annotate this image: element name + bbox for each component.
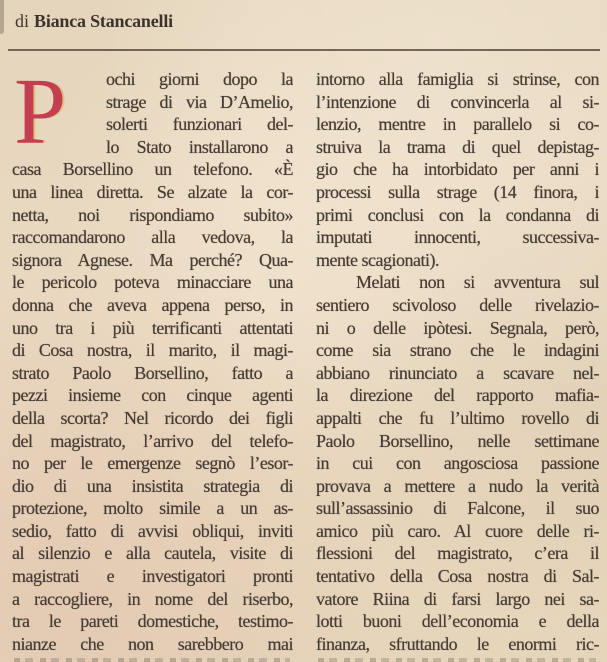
text-line: uno tra i più terrificanti attentati: [12, 317, 293, 338]
clipped-text-remnant-left: [14, 658, 290, 662]
scan-edge-artifact: [0, 0, 4, 34]
text-line: sentiero scivoloso delle rivelazio-: [316, 294, 599, 315]
text-line: sull’assassinio di Falcone, il suo: [316, 498, 599, 519]
text-line: Paolo Borsellino, nelle settimane: [316, 430, 599, 451]
text-line: del magistrato, l’arrivo del telefo-: [12, 430, 293, 451]
text-line: solerti funzionari del-: [106, 114, 293, 135]
drop-cap: P: [14, 60, 67, 164]
byline-prefix: di: [15, 11, 30, 31]
text-line: finanza, sfruttando le enormi ric-: [316, 633, 599, 654]
byline-author: Bianca Stancanelli: [34, 11, 173, 31]
text-line: vatore Riina di farsi largo nei sa-: [316, 588, 599, 609]
text-line: in cui con angosciosa passione: [316, 453, 599, 474]
text-line: appalti che fu l’ultimo rovello di: [316, 407, 599, 428]
text-line: lenzio, mentre in parallelo si co-: [316, 114, 599, 135]
text-line: strage di via D’Amelio,: [106, 91, 293, 112]
text-line: casa Borsellino un telefono. «È: [12, 159, 293, 180]
text-line: di Cosa nostra, il marito, il magi-: [12, 340, 293, 361]
clipped-text-remnant-right: [318, 658, 596, 662]
text-line: signora Agnese. Ma perché? Qua-: [12, 249, 293, 270]
text-line: flessioni del magistrato, c’era il: [316, 543, 599, 564]
text-line: pezzi insieme con cinque agenti: [12, 385, 293, 406]
text-line: mente scagionati).: [316, 249, 439, 270]
text-line: lotti buoni dell’economia e della: [316, 611, 599, 632]
text-line: al silenzio e alla cautela, visite di: [12, 543, 293, 564]
text-line: provava a mettere a nudo la verità: [316, 475, 599, 496]
text-line: dio di una insistita strategia di: [12, 475, 293, 496]
text-line: struiva la trama di quel depistag-: [316, 136, 599, 157]
text-line: tra le pareti domestiche, testimo-: [12, 611, 293, 632]
text-line: donna che aveva appena perso, in: [12, 294, 293, 315]
article-column-left: [12, 60, 293, 655]
text-line: come sia strano che le indagini: [316, 340, 599, 361]
text-line: sedio, fatto di avvisi obliqui, inviti: [12, 520, 293, 541]
text-line: protezione, molto simile a un as-: [12, 498, 293, 519]
text-line: magistrati e investigatori pronti: [12, 566, 293, 587]
text-line: a raccogliere, in nome del riserbo,: [12, 588, 293, 609]
byline: [15, 11, 173, 32]
text-line: intorno alla famiglia si strinse, con: [316, 69, 599, 89]
text-line: ochi giorni dopo la: [106, 69, 293, 89]
text-line: lo Stato installarono a: [106, 136, 293, 157]
text-line: amico più caro. Al cuore delle ri-: [316, 520, 599, 541]
text-line: della scorta? Nel ricordo dei figli: [12, 407, 293, 428]
text-line: Melati non si avventura sul: [356, 272, 599, 293]
text-line: l’intenzione di convincerla al si-: [316, 91, 599, 112]
text-line: gio che ha intorbidato per anni i: [316, 159, 599, 180]
article-column-right: [316, 68, 599, 655]
text-line: abbiano rinunciato a scavare nel-: [316, 362, 599, 383]
text-line: la direzione del rapporto mafia-: [316, 385, 599, 406]
text-line: ni o delle ipòtesi. Segnala, però,: [316, 317, 599, 338]
text-line: imputati innocenti, successiva-: [316, 227, 599, 248]
text-line: primi conclusi con la condanna di: [316, 204, 599, 225]
text-line: raccomandarono alla vedova, la: [12, 227, 293, 248]
text-line: nianze che non sarebbero mai: [12, 633, 293, 654]
text-line: tentativo della Cosa nostra di Sal-: [316, 566, 599, 587]
text-line: le pericolo poteva minacciare una: [12, 272, 293, 293]
text-line: una linea diretta. Se alzate la cor-: [12, 181, 293, 202]
text-line: netta, noi rispondiamo subito»: [12, 204, 293, 225]
text-line: no per le emergenze segnò l’esor-: [12, 453, 293, 474]
byline-divider-rule: [8, 49, 600, 51]
text-line: processi sulla strage (14 finora, i: [316, 181, 599, 202]
text-line: strato Paolo Borsellino, fatto a: [12, 362, 293, 383]
article-body: [12, 60, 599, 655]
